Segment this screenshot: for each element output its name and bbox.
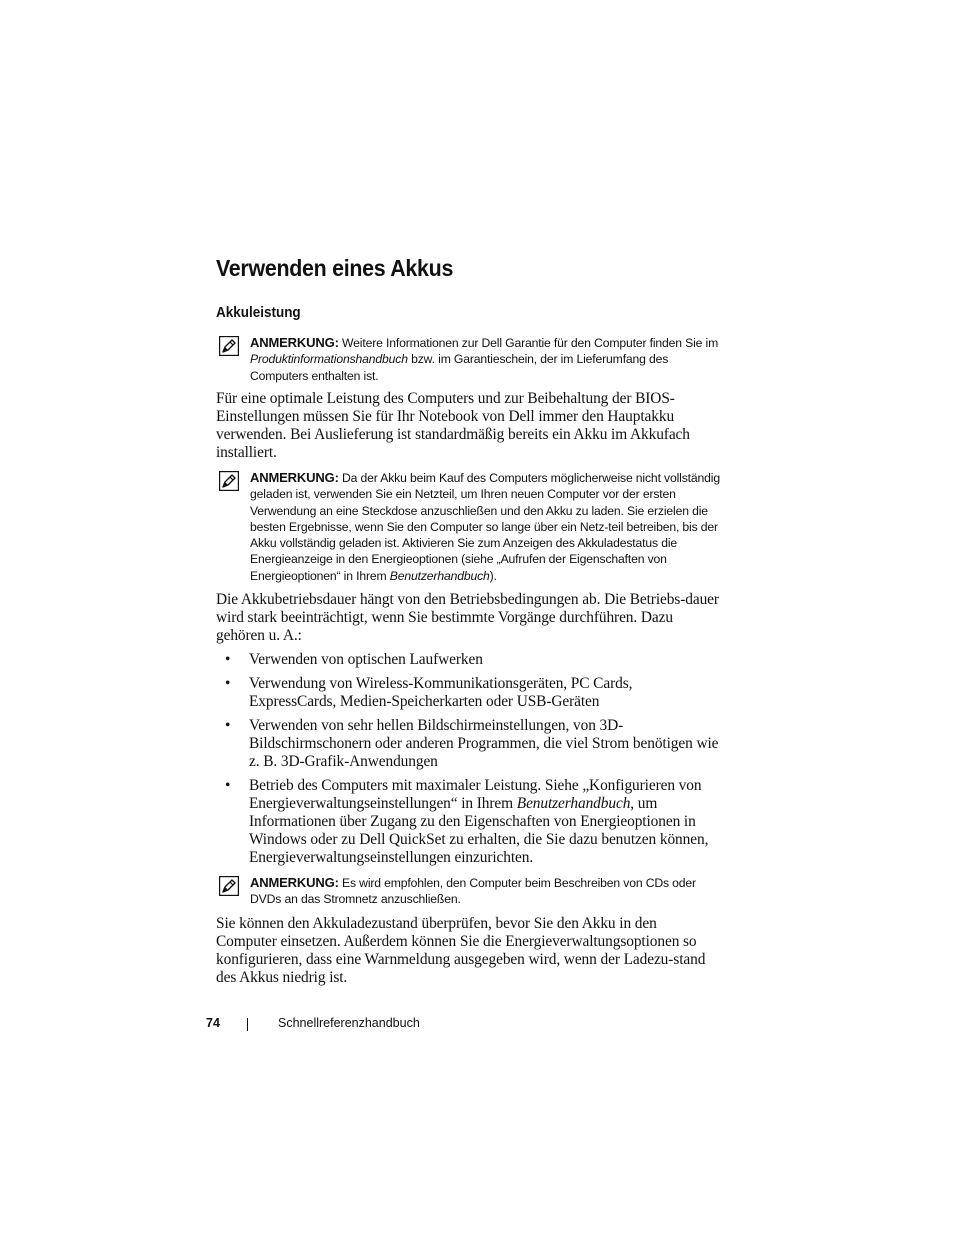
list-item [216,777,721,867]
note-box [216,335,721,384]
note-text-part: bzw. im Garantieschein, der im Lieferumfang des Computers enthalten ist. [250,352,669,383]
note-text [250,335,721,384]
note-text-part: Da der Akku beim Kauf des Computers möglicherweise nicht vollständig geladen ist, verwenden Sie ein Netzteil, um Ihren neuen Computer vor der ersten Verwendung an eine Steckdose anzuschließen und den Akku zu laden. Sie erzielen die besten Ergebnisse, wenn Sie den Computer so lange über ein Netz-teil betreiben, bis der Akku vollständig geladen ist. Aktivieren Sie zum Anzeigen des Akkuladestatus die Energieanzeige in den Energieoptionen (siehe „Aufrufen der Eigenschaften von Energieoptionen“ in Ihrem [250,471,720,583]
pencil-note-icon [219,471,239,491]
list-item [216,675,721,711]
note-text [250,470,721,584]
list-item [216,651,721,669]
pencil-note-icon [219,876,239,896]
list-item-reference: Benutzerhandbuch [516,795,631,812]
note-text-part: Es wird empfohlen, den Computer beim Beschreiben von CDs oder DVDs an das Stromnetz anzuschließen. [250,876,696,907]
bullet-marker: • [225,651,231,668]
footer-separator [247,1018,248,1031]
note-box [216,470,721,584]
list-item-text: , um Informationen über Zugang zu den Eigenschaften von Energieoptionen in Windows oder zu Dell QuickSet zu erhalten, die Sie dazu benutzen können, Energieverwaltungseinstellungen einzurichten. [249,795,709,866]
bullet-marker: • [225,777,231,794]
note-reference: Benutzerhandbuch [389,568,490,583]
list-item-text: Verwenden von sehr hellen Bildschirmeinstellungen, von 3D-Bildschirmschonern oder anderen Programmen, die viel Strom benötigen wie z. B. 3D-Grafik-Anwendungen [249,717,719,770]
note-box [216,875,721,908]
page-heading: Verwenden eines Akkus [216,255,454,281]
note-label: ANMERKUNG: [250,875,339,890]
paragraph: Sie können den Akkuladezustand überprüfen, bevor Sie den Akku in den Computer einsetzen. Außerdem können Sie die Energieverwaltungsoptionen so konfigurieren, dass eine Warnmeldung ausgegeben wird, wenn der Ladezu-stand des Akkus niedrig ist. [216,915,706,986]
note-text-part: Weitere Informationen zur Dell Garantie für den Computer finden Sie im [338,336,719,350]
page-number: 74 [206,1016,220,1030]
bullet-marker: • [225,675,231,692]
list-item-text: Verwenden von optischen Laufwerken [249,651,483,668]
note-label: ANMERKUNG: [250,335,339,350]
note-text-part: ). [489,568,497,583]
note-label: ANMERKUNG: [250,470,339,485]
section-heading: Akkuleistung [216,305,301,321]
bullet-list [216,651,721,873]
list-item-text: Betrieb des Computers mit maximaler Leistung. Siehe „Konfigurieren von Energieverwaltungseinstellungen“ in Ihrem [249,777,702,812]
pencil-note-icon [219,336,239,356]
list-item [216,717,721,771]
note-text [250,875,721,908]
bullet-marker: • [225,717,231,734]
document-title: Schnellreferenzhandbuch [278,1016,420,1030]
paragraph: Die Akkubetriebsdauer hängt von den Betriebsbedingungen ab. Die Betriebs-dauer wird stark beeinträchtigt, wenn Sie bestimmte Vorgänge durchführen. Dazu gehören u. A.: [216,591,719,644]
paragraph: Für eine optimale Leistung des Computers und zur Beibehaltung der BIOS-Einstellungen müssen Sie für Ihr Notebook von Dell immer den Hauptakku verwenden. Bei Auslieferung ist standardmäßig bereits ein Akku im Akkufach installiert. [216,390,690,461]
list-item-text: Verwendung von Wireless-Kommunikationsgeräten, PC Cards, ExpressCards, Medien-Speicherkarten oder USB-Geräten [249,675,633,710]
note-reference: Produktinformationshandbuch [250,352,408,367]
